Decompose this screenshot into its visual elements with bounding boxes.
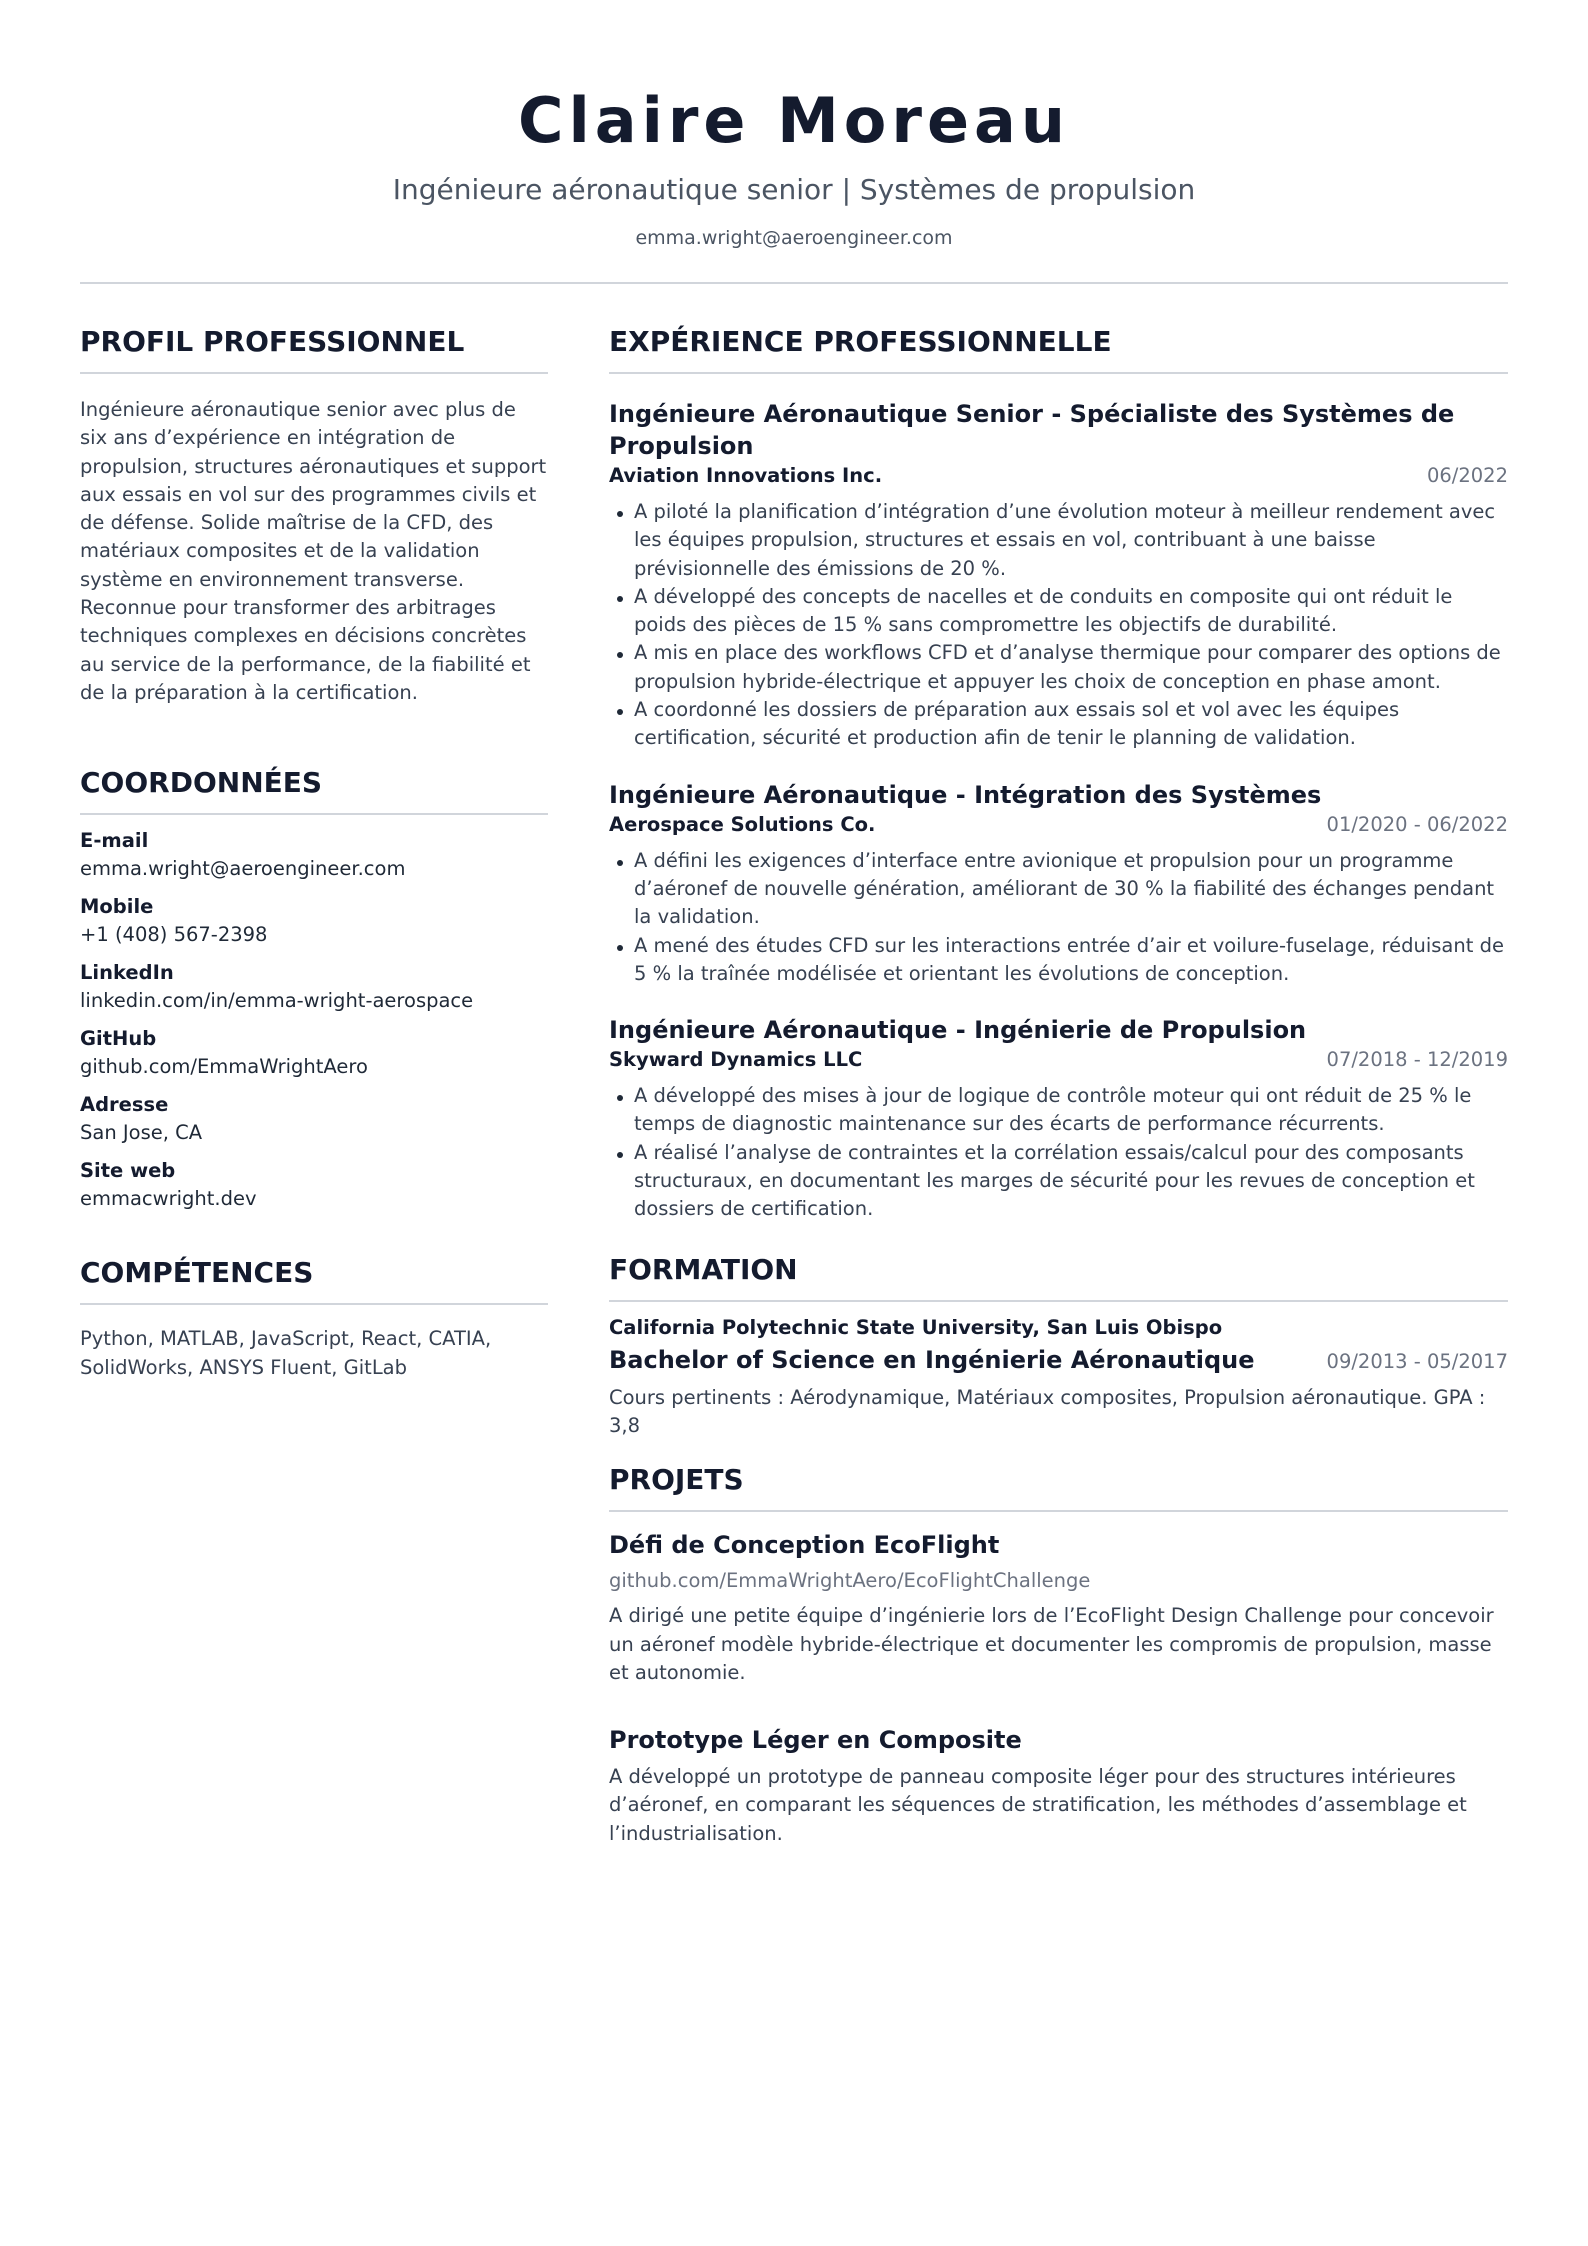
project-title: Prototype Léger en Composite (609, 1726, 1022, 1755)
job-dates: 01/2020 - 06/2022 (1326, 812, 1508, 836)
courses-text: Cours pertinents : Aérodynamique, Matériaux composites, Propulsion aéronautique. GPA : 3,8 (609, 1385, 1486, 1437)
formation-section (609, 1250, 1508, 1441)
contact-label: Mobile (80, 895, 154, 919)
job-title: Ingénieure Aéronautique Senior - Spécialiste des Systèmes de Propulsion (609, 400, 1455, 460)
formation-heading: FORMATION (609, 1250, 1508, 1302)
company-name: Aviation Innovations Inc. (609, 464, 883, 487)
profile-section (80, 322, 548, 707)
job-meta (609, 1046, 1508, 1074)
contact-item-website (80, 1157, 548, 1213)
job-bullet: A piloté la planification d’intégration d’une évolution moteur à meilleur rendement avec les équipes propulsion, structures et essais en vol, contribuant à une baisse prévisionnelle des émissions de 20 %. (609, 498, 1508, 583)
contact-section (80, 763, 548, 1213)
company-name: Skyward Dynamics LLC (609, 1048, 863, 1072)
project-description: A dirigé une petite équipe d’ingénierie lors de l’EcoFlight Design Challenge pour concevoir un aéronef modèle hybride-électrique et documenter les compromis de propulsion, masse et autonomie. (609, 1604, 1494, 1684)
degree-title: Bachelor of Science en Ingénierie Aéronautique (609, 1345, 1255, 1374)
contact-label: E-mail (80, 829, 149, 853)
degree-dates: 09/2013 - 05/2017 (1326, 1349, 1508, 1373)
contact-value-linkedin[interactable]: linkedin.com/in/emma-wright-aerospace (80, 989, 474, 1013)
left-column (80, 322, 548, 1382)
contact-label: Site web (80, 1159, 176, 1183)
contact-value-address: San Jose, CA (80, 1121, 203, 1145)
projects-section (609, 1460, 1508, 1848)
contact-list (80, 827, 548, 1213)
job-entry (609, 398, 1508, 753)
job-bullets (609, 498, 1508, 753)
degree-row (609, 1344, 1508, 1376)
candidate-name: Claire Moreau (518, 84, 1070, 157)
skills-section (80, 1253, 548, 1382)
job-bullet: A réalisé l’analyse de contraintes et la corrélation essais/calcul pour des composants structuraux, en documentant les marges de sécurité pour les revues de conception et dossiers de certification. (609, 1139, 1508, 1224)
job-meta (609, 811, 1508, 839)
contact-item-address (80, 1091, 548, 1147)
job-entry (609, 779, 1508, 988)
contact-value-mobile: +1 (408) 567-2398 (80, 923, 268, 947)
job-title: Ingénieure Aéronautique - Ingénierie de Propulsion (609, 1016, 1307, 1045)
job-bullet: A développé des concepts de nacelles et de conduits en composite qui ont réduit le poids des pièces de 15 % sans compromettre les objectifs de durabilité. (609, 583, 1508, 640)
right-column (609, 322, 1508, 1848)
contact-label: GitHub (80, 1027, 157, 1051)
contact-value-github[interactable]: github.com/EmmaWrightAero (80, 1055, 368, 1079)
school-name: California Polytechnic State University, San Luis Obispo (609, 1315, 1223, 1339)
project-entry (609, 1723, 1508, 1848)
project-description: A développé un prototype de panneau composite léger pour des structures intérieures d’aéronef, en comparant les séquences de stratification, les méthodes d’assemblage et l’industrialisation. (609, 1765, 1467, 1845)
job-meta (609, 462, 1508, 490)
job-dates: 06/2022 (1426, 464, 1508, 487)
job-bullets (609, 1082, 1508, 1223)
contact-label: LinkedIn (80, 961, 174, 985)
project-entry (609, 1528, 1508, 1687)
company-name: Aerospace Solutions Co. (609, 812, 876, 836)
profile-text: Ingénieure aéronautique senior avec plus de six ans d’expérience en intégration de propulsion, structures aéronautiques et support aux essais en vol sur des programmes civils et de défense. Solide maîtrise de la CFD, des matériaux composites et de la validation système en environnement transverse. Reconnue pour transformer des arbitrages techniques complexes en décisions concrètes au service de la performance, de la fiabilité et de la préparation à la certification. (80, 398, 547, 704)
candidate-title: Ingénieure aéronautique senior | Systèmes de propulsion (392, 173, 1196, 206)
contact-value-email[interactable]: emma.wright@aeroengineer.com (80, 857, 406, 881)
header-email: emma.wright@aeroengineer.com (635, 227, 953, 249)
job-dates: 07/2018 - 12/2019 (1326, 1048, 1508, 1072)
project-link[interactable]: github.com/EmmaWrightAero/EcoFlightChallenge (609, 1569, 1091, 1593)
experience-heading: EXPÉRIENCE PROFESSIONNELLE (609, 322, 1508, 374)
job-bullet: A développé des mises à jour de logique de contrôle moteur qui ont réduit de 25 % le temps de diagnostic maintenance sur des écarts de performance récurrents. (609, 1082, 1508, 1139)
contact-item-mobile (80, 893, 548, 949)
job-bullet: A défini les exigences d’interface entre avionique et propulsion pour un programme d’aéronef de nouvelle génération, améliorant de 30 % la fiabilité des échanges pendant la validation. (609, 847, 1508, 932)
skills-heading: COMPÉTENCES (80, 1253, 548, 1305)
contact-label: Adresse (80, 1093, 169, 1117)
contact-item-email (80, 827, 548, 883)
resume-header (80, 78, 1508, 252)
profile-heading: PROFIL PROFESSIONNEL (80, 322, 548, 374)
job-bullet: A coordonné les dossiers de préparation aux essais sol et vol avec les équipes certification, sécurité et production afin de tenir le planning de validation. (609, 696, 1508, 753)
job-title: Ingénieure Aéronautique - Intégration des Systèmes (609, 780, 1322, 809)
job-entry (609, 1014, 1508, 1223)
projects-heading: PROJETS (609, 1460, 1508, 1512)
skills-text: Python, MATLAB, JavaScript, React, CATIA, SolidWorks, ANSYS Fluent, GitLab (80, 1327, 492, 1379)
contact-item-github (80, 1025, 548, 1081)
job-bullets (609, 847, 1508, 988)
contact-item-linkedin (80, 959, 548, 1015)
contact-heading: COORDONNÉES (80, 763, 548, 815)
header-divider (80, 282, 1508, 284)
job-bullet: A mené des études CFD sur les interactions entrée d’air et voilure-fuselage, réduisant de 5 % la traînée modélisée et orientant les évolutions de conception. (609, 932, 1508, 989)
experience-section (609, 322, 1508, 1224)
job-bullet: A mis en place des workflows CFD et d’analyse thermique pour comparer des options de propulsion hybride-électrique et appuyer les choix de conception en phase amont. (609, 639, 1508, 696)
project-title: Défi de Conception EcoFlight (609, 1531, 1000, 1560)
contact-value-website[interactable]: emmacwright.dev (80, 1187, 257, 1211)
